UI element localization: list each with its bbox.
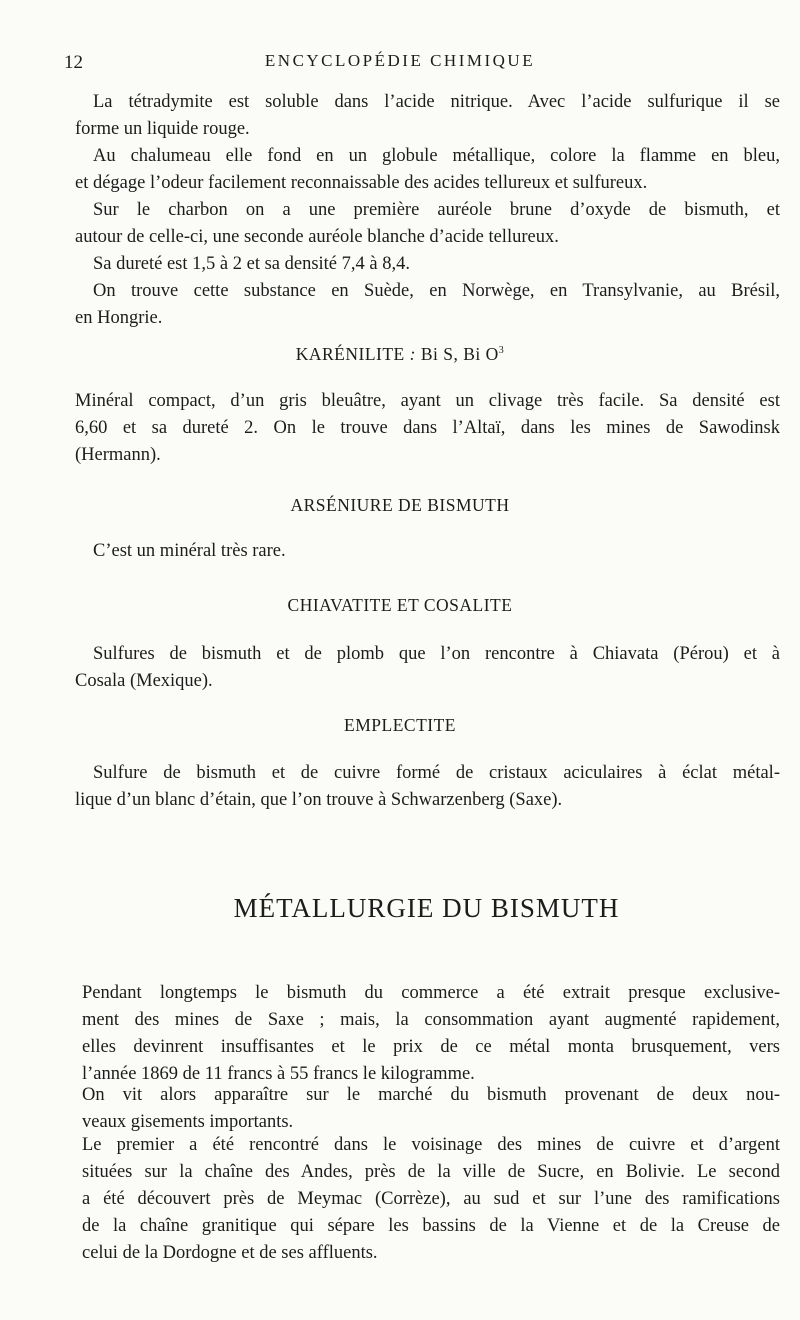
- text-line: C’est un minéral très rare.: [93, 541, 286, 561]
- tetradymite-paragraph-charcoal: [75, 197, 780, 251]
- text-line: en Hongrie.: [75, 308, 163, 328]
- formula-exponent: 3: [498, 345, 505, 356]
- metallurgie-paragraph-locations: [82, 1132, 780, 1267]
- text-line: Au chalumeau elle fond en un globule métallique, colore la flamme en bleu,: [93, 146, 780, 166]
- chemical-formula: Bi S, Bi O: [420, 344, 499, 364]
- chiavatite-paragraph: [75, 641, 780, 695]
- emplectite-paragraph: [75, 760, 780, 814]
- text-line: Sulfure de bismuth et de cuivre formé de cristaux aciculaires à éclat métal-: [93, 763, 780, 783]
- text-line: veaux gisements importants.: [82, 1112, 294, 1132]
- text-line: Sulfures de bismuth et de plomb que l’on rencontre à Chiavata (Pérou) et à: [93, 644, 780, 664]
- text-line: Sur le charbon on a une première auréole brune d’oxyde de bismuth, et: [93, 200, 780, 220]
- chapter-title: MÉTALLURGIE DU BISMUTH: [233, 893, 620, 923]
- text-line: ment des mines de Saxe ; mais, la consommation ayant augmenté rapidement,: [82, 1010, 780, 1030]
- metallurgie-paragraph-new-deposits: [82, 1082, 780, 1136]
- text-line: On vit alors apparaître sur le marché du bismuth provenant de deux nou-: [82, 1085, 780, 1105]
- section-heading-arseniure: ARSÉNIURE DE BISMUTH: [290, 495, 510, 515]
- text-line: La tétradymite est soluble dans l’acide nitrique. Avec l’acide sulfurique il se: [93, 92, 780, 112]
- text-line: autour de celle-ci, une seconde auréole blanche d’acide tellureux.: [75, 227, 559, 247]
- text-line: elles devinrent insuffisantes et le prix de ce métal monta brusquement, vers: [82, 1037, 780, 1057]
- text-line: de la chaîne granitique qui sépare les bassins de la Vienne et de la Creuse de: [82, 1216, 780, 1236]
- text-line: et dégage l’odeur facilement reconnaissable des acides tellureux et sulfureux.: [75, 173, 648, 193]
- text-line: l’année 1869 de 11 francs à 55 francs le kilogramme.: [82, 1064, 475, 1084]
- arseniure-paragraph: [75, 538, 780, 565]
- section-heading-emplectite: EMPLECTITE: [344, 715, 456, 735]
- running-head: ENCYCLOPÉDIE CHIMIQUE: [264, 51, 536, 70]
- text-line: situées sur la chaîne des Andes, près de la ville de Sucre, en Bolivie. Le second: [82, 1162, 780, 1182]
- section-heading-karenilite: KARÉNILITE : Bi S, Bi $O^3$: [295, 344, 505, 364]
- text-line: celui de la Dordogne et de ses affluents.: [82, 1243, 378, 1263]
- text-line: Minéral compact, d’un gris bleuâtre, ayant un clivage très facile. Sa densité est: [75, 391, 780, 411]
- page-number: 12: [64, 52, 83, 73]
- tetradymite-paragraph-localities: [75, 278, 780, 332]
- tetradymite-paragraph-solubility: [75, 89, 780, 143]
- text-line: Sa dureté est 1,5 à 2 et sa densité 7,4 à 8,4.: [93, 254, 410, 274]
- text-line: lique d’un blanc d’étain, que l’on trouve à Schwarzenberg (Saxe).: [75, 790, 563, 810]
- tetradymite-paragraph-blowpipe: [75, 143, 780, 197]
- tetradymite-paragraph-hardness: [75, 251, 780, 278]
- karenilite-paragraph: [75, 388, 780, 469]
- text-line: 6,60 et sa dureté 2. On le trouve dans l’Altaï, dans les mines de Sawodinsk: [75, 418, 780, 438]
- text-line: (Hermann).: [75, 445, 161, 465]
- metallurgie-paragraph-history: [82, 980, 780, 1088]
- text-line: Pendant longtemps le bismuth du commerce a été extrait presque exclusive-: [82, 983, 780, 1003]
- text-line: Cosala (Mexique).: [75, 671, 213, 691]
- section-heading-chiavatite: CHIAVATITE ET COSALITE: [287, 595, 513, 615]
- text-line: Le premier a été rencontré dans le voisinage des mines de cuivre et d’argent: [82, 1135, 780, 1155]
- text-line: forme un liquide rouge.: [75, 119, 250, 139]
- mineral-name: KARÉNILITE: [295, 344, 405, 364]
- text-line: a été découvert près de Meymac (Corrèze), au sud et sur l’une des ramifications: [82, 1189, 780, 1209]
- text-line: On trouve cette substance en Suède, en Norwège, en Transylvanie, au Brésil,: [93, 281, 780, 301]
